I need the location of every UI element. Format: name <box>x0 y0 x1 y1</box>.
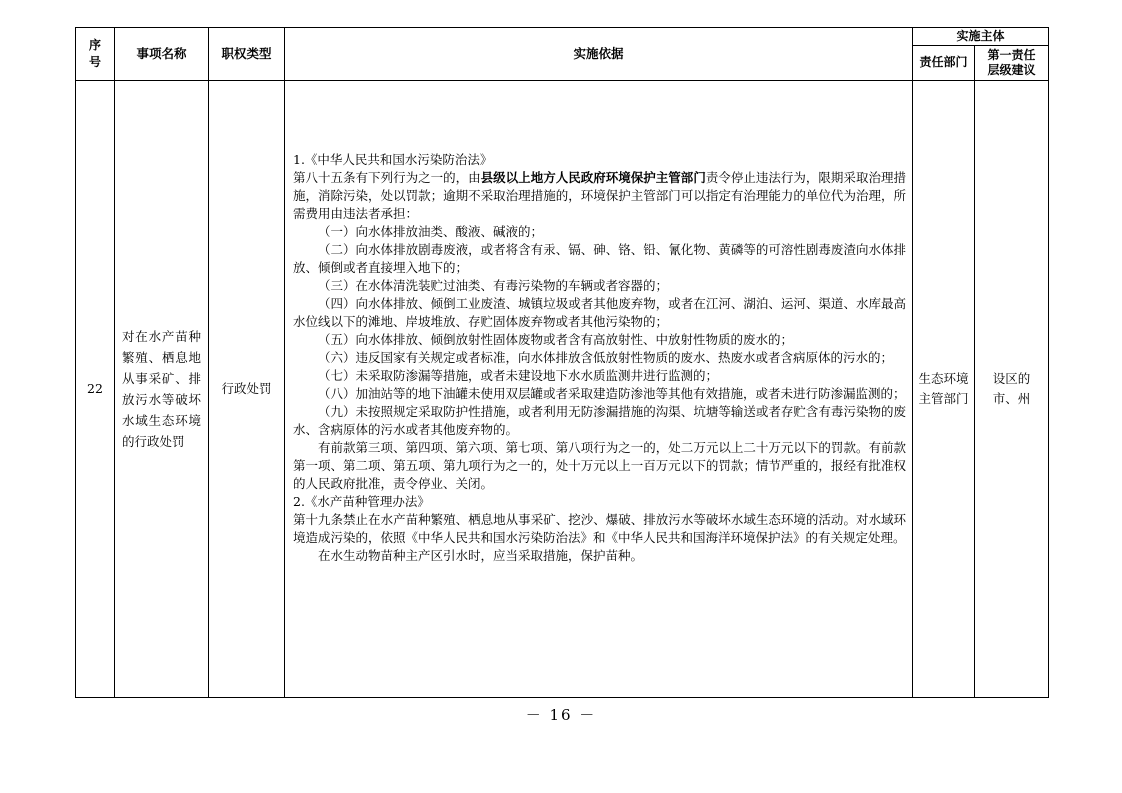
list-item: （一）向水体排放油类、酸液、碱液的； <box>318 224 544 239</box>
row-number: 22 <box>76 81 115 698</box>
header-name: 事项名称 <box>115 28 209 81</box>
article-19-para2: 在水生动物苗种主产区引水时，应当采取措施，保护苗种。 <box>318 548 644 563</box>
article-19: 第十九条禁止在水产苗种繁殖、栖息地从事采矿、挖沙、爆破、排放污水等破坏水域生态环境的活动。对水域环境造成污染的，依照《中华人民共和国水污染防治法》和《中华人民共和国海洋环境保护法》的有关规定处理。 <box>293 512 906 545</box>
list-item: （五）向水体排放、倾倒放射性固体废物或者含有高放射性、中放射性物质的废水的； <box>318 332 794 347</box>
header-no: 序号 <box>76 28 115 81</box>
table-row <box>76 81 1049 698</box>
article-85: 第八十五条有下列行为之一的，由县级以上地方人民政府环境保护主管部门责令停止违法行为，限期采取治理措施，消除污染，处以罚款；逾期不采取治理措施的，环境保护主管部门可以指定有治理能力的单位代为治理，所需费用由违法者承担： <box>293 170 906 221</box>
list-item: （七）未采取防渗漏等措施，或者未建设地下水水质监测井进行监测的； <box>318 368 719 383</box>
header-type: 职权类型 <box>209 28 285 81</box>
law2-title: 2.《水产苗种管理办法》 <box>293 494 430 509</box>
header-subject: 实施主体 <box>913 28 1049 46</box>
authority-emphasis: 县级以上地方人民政府环境保护主管部门 <box>480 170 706 185</box>
law1-title: 1.《中华人民共和国水污染防治法》 <box>293 152 493 167</box>
list-item: （八）加油站等的地下油罐未使用双层罐或者采取建造防渗池等其他有效措施，或者未进行防渗漏监测的； <box>318 386 906 401</box>
responsible-dept: 生态环境主管部门 <box>913 81 975 698</box>
list-item: （六）违反国家有关规定或者标准，向水体排放含低放射性物质的废水、热废水或者含病原体的污水的； <box>318 350 894 365</box>
item-table <box>75 27 1049 698</box>
header-level: 第一责任层级建议 <box>975 45 1049 80</box>
list-item: （四）向水体排放、倾倒工业废渣、城镇垃圾或者其他废弃物，或者在江河、湖泊、运河、渠道、水库最高水位线以下的滩地、岸坡堆放、存贮固体废弃物或者其他污染物的； <box>293 296 906 329</box>
legal-basis <box>285 81 913 698</box>
page-number: － 16 － <box>525 706 597 724</box>
penalty-clause: 有前款第三项、第四项、第六项、第七项、第八项行为之一的，处二万元以上二十万元以下的罚款。有前款第一项、第二项、第五项、第九项行为之一的，处十万元以上一百万元以下的罚款；情节严重的，报经有批准权的人民政府批准，责令停业、关闭。 <box>293 440 906 491</box>
authority-type: 行政处罚 <box>209 81 285 698</box>
list-item: （九）未按照规定采取防护性措施，或者利用无防渗漏措施的沟渠、坑塘等输送或者存贮含有毒污染物的废水、含病原体的污水或者其他废弃物的。 <box>293 404 906 437</box>
list-item: （三）在水体清洗装贮过油类、有毒污染物的车辆或者容器的； <box>318 278 669 293</box>
header-dept: 责任部门 <box>913 45 975 80</box>
list-item: （二）向水体排放剧毒废液，或者将含有汞、镉、砷、铬、铅、氰化物、黄磷等的可溶性剧毒废渣向水体排放、倾倒或者直接埋入地下的； <box>293 242 906 275</box>
header-basis: 实施依据 <box>285 28 913 81</box>
responsibility-level: 设区的市、州 <box>975 81 1049 698</box>
item-name: 对在水产苗种繁殖、栖息地从事采矿、排放污水等破坏水域生态环境的行政处罚 <box>115 81 209 698</box>
